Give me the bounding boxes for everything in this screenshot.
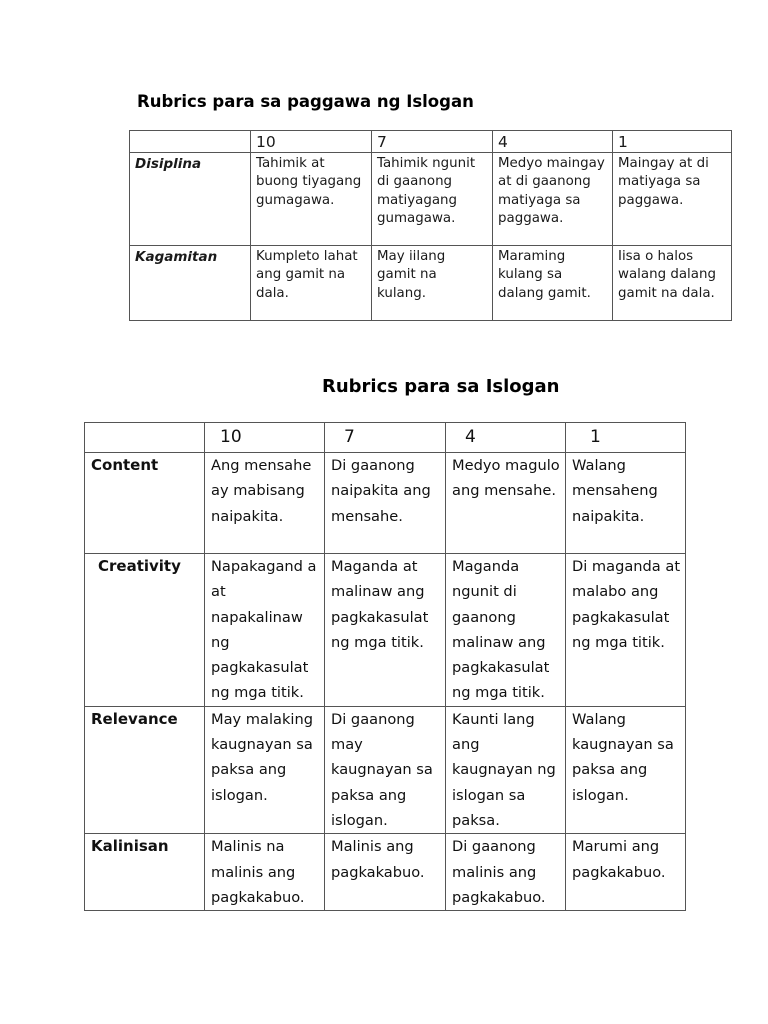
- table-cell: Di maganda at malabo ang pagkakasulat ng mga titik.: [566, 554, 686, 707]
- row-label: Content: [85, 453, 205, 554]
- table-row-relevance: [85, 706, 686, 833]
- table-cell: Malinis ang pagkakabuo.: [325, 834, 446, 911]
- table-cell: Walang mensaheng naipakita.: [566, 453, 686, 554]
- table-cell: Di gaanong may kaugnayan sa paksa ang islogan.: [325, 706, 446, 833]
- table-cell: Maganda at malinaw ang pagkakasulat ng mga titik.: [325, 554, 446, 707]
- table-cell: Napakagand a at napakalinaw ng pagkakasulat ng mga titik.: [205, 554, 325, 707]
- header-cell-7: 7: [325, 423, 446, 453]
- table-cell: Di gaanong malinis ang pagkakabuo.: [446, 834, 566, 911]
- table-row-disiplina: [130, 153, 732, 246]
- header-cell-empty: [85, 423, 205, 453]
- rubric-1-title: Rubrics para sa paggawa ng Islogan: [137, 92, 474, 111]
- header-cell-1: 1: [613, 131, 732, 153]
- table-row-kagamitan: [130, 246, 732, 321]
- table-cell: Iisa o halos walang dalang gamit na dala.: [613, 246, 732, 321]
- table-cell: May malaking kaugnayan sa paksa ang islogan.: [205, 706, 325, 833]
- table-row-kalinisan: [85, 834, 686, 911]
- table-cell: Malinis na malinis ang pagkakabuo.: [205, 834, 325, 911]
- header-cell-1: 1: [566, 423, 686, 453]
- header-cell-4: 4: [493, 131, 613, 153]
- header-cell-4: 4: [446, 423, 566, 453]
- row-label: Disiplina: [130, 153, 251, 246]
- row-label: Creativity: [85, 554, 205, 707]
- row-label: Kagamitan: [130, 246, 251, 321]
- rubric-1-table: [129, 130, 732, 321]
- row-label: Kalinisan: [85, 834, 205, 911]
- table-header-row: [85, 423, 686, 453]
- table-cell: May iilang gamit na kulang.: [372, 246, 493, 321]
- table-header-row: [130, 131, 732, 153]
- table-cell: Kumpleto lahat ang gamit na dala.: [251, 246, 372, 321]
- row-label: Relevance: [85, 706, 205, 833]
- table-cell: Ang mensahe ay mabisang naipakita.: [205, 453, 325, 554]
- table-cell: Kaunti lang ang kaugnayan ng islogan sa paksa.: [446, 706, 566, 833]
- table-row-content: [85, 453, 686, 554]
- table-cell: Maraming kulang sa dalang gamit.: [493, 246, 613, 321]
- table-cell: Tahimik ngunit di gaanong matiyagang gumagawa.: [372, 153, 493, 246]
- header-cell-empty: [130, 131, 251, 153]
- table-row-creativity: [85, 554, 686, 707]
- table-cell: Marumi ang pagkakabuo.: [566, 834, 686, 911]
- table-cell: Maingay at di matiyaga sa paggawa.: [613, 153, 732, 246]
- rubric-2-title: Rubrics para sa Islogan: [322, 376, 560, 397]
- table-cell: Tahimik at buong tiyagang gumagawa.: [251, 153, 372, 246]
- table-cell: Walang kaugnayan sa paksa ang islogan.: [566, 706, 686, 833]
- table-cell: Di gaanong naipakita ang mensahe.: [325, 453, 446, 554]
- header-cell-10: 10: [205, 423, 325, 453]
- header-cell-10: 10: [251, 131, 372, 153]
- header-cell-7: 7: [372, 131, 493, 153]
- table-cell: Medyo magulo ang mensahe.: [446, 453, 566, 554]
- table-cell: Maganda ngunit di gaanong malinaw ang pagkakasulat ng mga titik.: [446, 554, 566, 707]
- rubric-2-table: [84, 422, 686, 911]
- table-cell: Medyo maingay at di gaanong matiyaga sa paggawa.: [493, 153, 613, 246]
